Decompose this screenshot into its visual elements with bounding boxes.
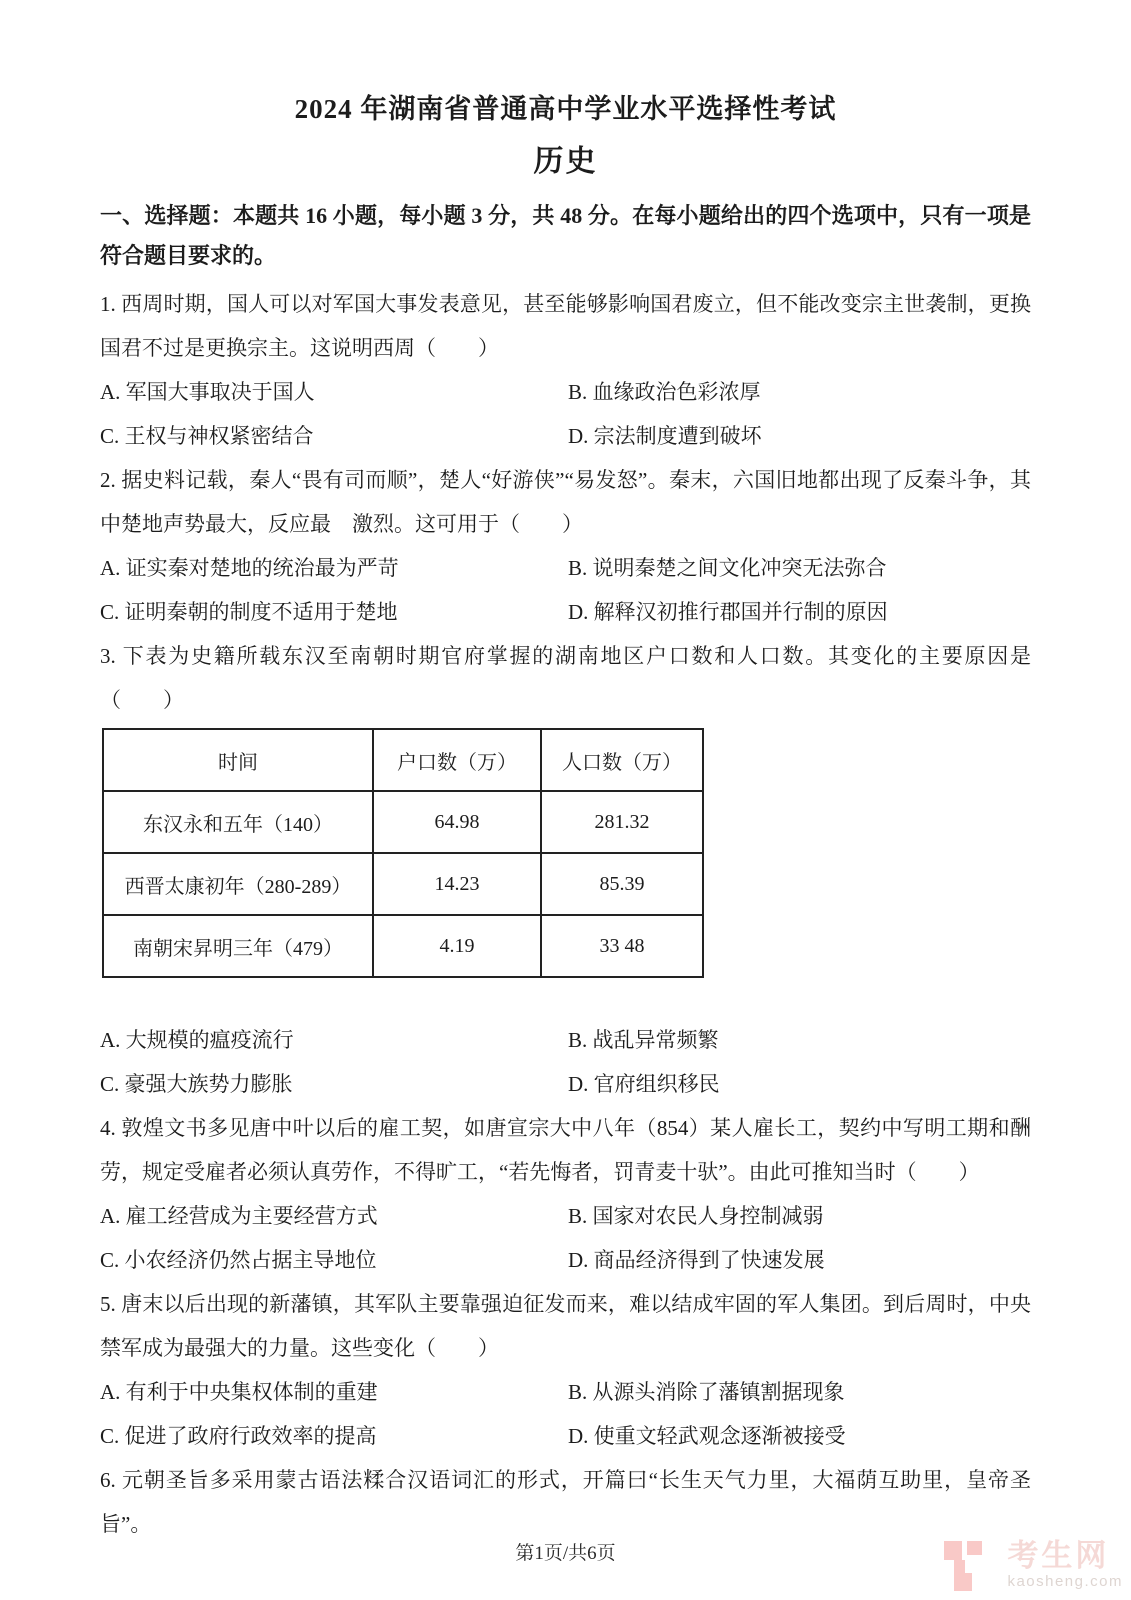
question-1 [100, 282, 1031, 458]
question-5-stem: 5. 唐末以后出现的新藩镇，其军队主要靠强迫征发而来，难以结成牢固的军人集团。到后周时，中央禁军成为最强大的力量。这些变化（ ） [100, 1292, 1031, 1360]
question-4-option-d: D. 商品经济得到了快速发展 [568, 1248, 825, 1272]
question-3-options [100, 1018, 1031, 1106]
table-cell-period: 东汉永和五年（140） [103, 791, 373, 853]
table-header-population: 人口数（万） [541, 729, 703, 791]
table-header-time: 时间 [103, 729, 373, 791]
table-row [103, 915, 703, 977]
table-cell-households: 4.19 [373, 915, 541, 977]
question-3-option-c: C. 豪强大族势力膨胀 [100, 1072, 293, 1096]
question-5-options [100, 1370, 1031, 1458]
question-4-option-c: C. 小农经济仍然占据主导地位 [100, 1248, 377, 1272]
question-5-option-c: C. 促进了政府行政效率的提高 [100, 1424, 377, 1448]
question-1-options [100, 370, 1031, 458]
question-1-option-b: B. 血缘政治色彩浓厚 [568, 380, 761, 404]
question-6-stem: 6. 元朝圣旨多采用蒙古语法糅合汉语词汇的形式，开篇曰“长生天气力里，大福荫互助里，皇帝圣旨”。 [100, 1468, 1031, 1536]
table-cell-households: 14.23 [373, 853, 541, 915]
question-2-option-b: B. 说明秦楚之间文化冲突无法弥合 [568, 556, 887, 580]
question-1-option-c: C. 王权与神权紧密结合 [100, 424, 314, 448]
population-table [102, 728, 704, 978]
kaosheng-logo-text [1007, 1537, 1123, 1590]
question-2 [100, 458, 1031, 634]
kaosheng-logo [941, 1534, 1123, 1594]
question-3-option-a: A. 大规模的瘟疫流行 [100, 1028, 294, 1052]
question-2-option-c: C. 证明秦朝的制度不适用于楚地 [100, 600, 398, 624]
question-1-option-d: D. 宗法制度遭到破坏 [568, 424, 762, 448]
question-2-option-d: D. 解释汉初推行郡国并行制的原因 [568, 600, 888, 624]
table-row [103, 791, 703, 853]
page-number: 第1页/共6页 [515, 1543, 616, 1564]
question-4 [100, 1106, 1031, 1282]
table-cell-population: 33 48 [541, 915, 703, 977]
question-5-option-d: D. 使重文轻武观念逐渐被接受 [568, 1424, 846, 1448]
question-4-stem: 4. 敦煌文书多见唐中叶以后的雇工契，如唐宣宗大中八年（854）某人雇长工，契约中写明工期和酬劳，规定受雇者必须认真劳作，不得旷工，“若先悔者，罚青麦十驮”。由此可推知当时（ ） [100, 1116, 1031, 1184]
question-2-options [100, 546, 1031, 634]
population-table-header-row [103, 729, 703, 791]
logo-domain: kaosheng.com [1007, 1572, 1123, 1590]
table-cell-population: 85.39 [541, 853, 703, 915]
question-2-option-a: A. 证实秦对楚地的统治最为严苛 [100, 556, 399, 580]
table-cell-population: 281.32 [541, 791, 703, 853]
table-cell-period: 南朝宋昇明三年（479） [103, 915, 373, 977]
table-cell-period: 西晋太康初年（280-289） [103, 853, 373, 915]
question-3-option-b: B. 战乱异常频繁 [568, 1028, 719, 1052]
question-4-options [100, 1194, 1031, 1282]
question-1-stem: 1. 西周时期，国人可以对军国大事发表意见，甚至能够影响国君废立，但不能改变宗主世袭制，更换国君不过是更换宗主。这说明西周（ ） [100, 292, 1031, 360]
exam-subject: 历史 [533, 145, 598, 178]
question-4-option-a: A. 雇工经营成为主要经营方式 [100, 1204, 378, 1228]
question-6 [100, 1458, 1031, 1546]
question-5 [100, 1282, 1031, 1458]
question-3-option-d: D. 官府组织移民 [568, 1072, 720, 1096]
question-3 [100, 634, 1031, 1106]
table-row [103, 853, 703, 915]
kaosheng-logo-icon [941, 1534, 999, 1594]
table-cell-households: 64.98 [373, 791, 541, 853]
logo-name: 考生网 [1007, 1537, 1110, 1573]
section-instructions: 一、选择题：本题共 16 小题，每小题 3 分，共 48 分。在每小题给出的四个选项中，只有一项是符合题目要求的。 [100, 203, 1031, 268]
question-2-stem: 2. 据史料记载，秦人“畏有司而顺”，楚人“好游侠”“易发怒”。秦末，六国旧地都出现了反秦斗争，其中楚地声势最大，反应最 激烈。这可用于（ ） [100, 468, 1031, 536]
question-5-option-b: B. 从源头消除了藩镇割据现象 [568, 1380, 845, 1404]
question-4-option-b: B. 国家对农民人身控制减弱 [568, 1204, 824, 1228]
table-header-households: 户口数（万） [373, 729, 541, 791]
question-5-option-a: A. 有利于中央集权体制的重建 [100, 1380, 378, 1404]
question-3-stem: 3. 下表为史籍所载东汉至南朝时期官府掌握的湖南地区户口数和人口数。其变化的主要原因是（ ） [100, 644, 1031, 712]
question-1-option-a: A. 军国大事取决于国人 [100, 380, 315, 404]
exam-title: 2024 年湖南省普通高中学业水平选择性考试 [294, 94, 837, 124]
